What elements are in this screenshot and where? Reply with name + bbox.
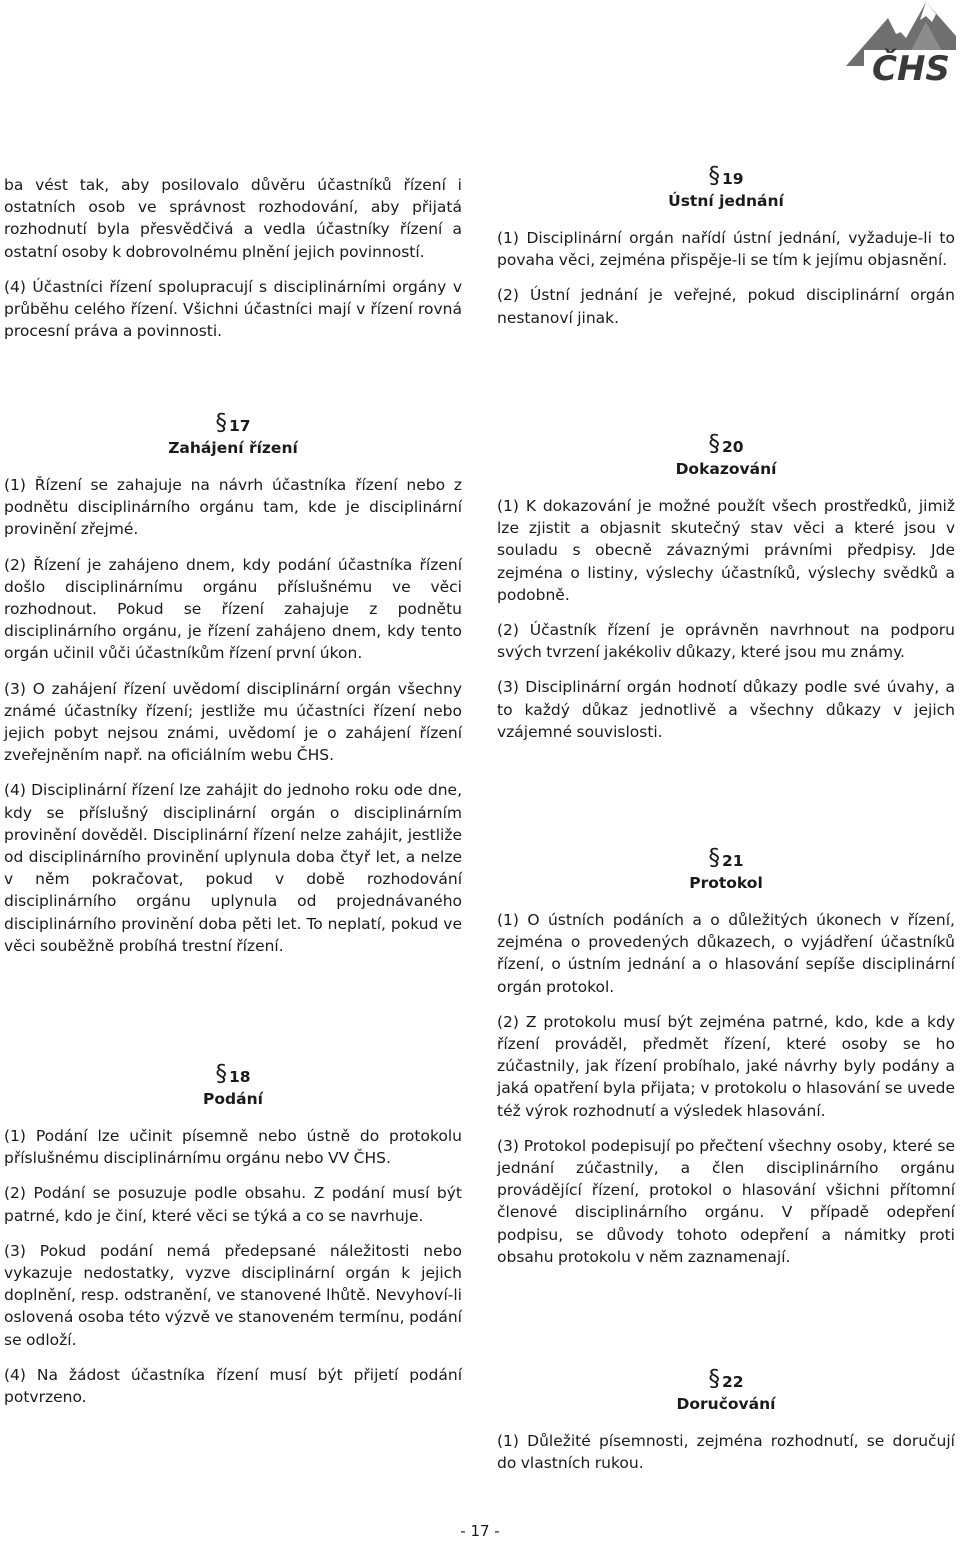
paragraph: (3) Disciplinární orgán hodnotí důkazy podle své úvahy, a to každý důkaz jednotlivě a všechny důkazy v jejich vzájemné souvislosti.: [497, 678, 955, 741]
section-19: [497, 167, 955, 329]
paragraph: (4) Disciplinární řízení lze zahájit do jednoho roku ode dne, kdy se příslušný disciplinární orgán o disciplinárním provinění dověděl. Disciplinární řízení nelze zahájit, jestliže od disciplinárního provinění uplynula doba čtyř let, a nelze v něm pokračovat, pokud v době rozhodování disciplinárního orgánu uplynula od projednávaného disciplinárního provinění doba pěti let. To neplatí, pokud ve věci souběžně probíhá trestní řízení.: [4, 781, 462, 955]
logo-text: ČHS: [872, 49, 950, 89]
paragraph: (2) Z protokolu musí být zejména patrné, kdo, kde a kdy řízení prováděl, předmět řízení, které osoby se ho zúčastnily, jak řízení probíhalo, jaké návrhy byly podány a jaká opatření byla přijata; v protokolu o hlasování se uvede též výrok rozhodnutí a výsledek hlasování.: [497, 1012, 955, 1120]
section-heading: [497, 1370, 955, 1415]
section-title: Doručování: [676, 1394, 776, 1413]
paragraph: (2) Účastník řízení je oprávněn navrhnout na podporu svých tvrzení jakékoliv důkazy, které jsou mu známy.: [497, 621, 955, 662]
paragraph: (4) Účastníci řízení spolupracují s disciplinárními orgány v průběhu celého řízení. Všichni účastníci mají v řízení rovná procesní práva a povinnosti.: [4, 277, 462, 341]
section-number: § 21: [708, 852, 743, 870]
section-title: Dokazování: [675, 459, 777, 478]
paragraph: ba vést tak, aby posilovalo důvěru účastníků řízení i ostatních osob ve správnost rozhodování, aby přijatá rozhodnutí byla přesvědčivá a vedla účastníky řízení a ostatní osoby k dobrovolnému plnění jejich povinností.: [4, 176, 462, 261]
paragraph: (3) Pokud podání nemá předepsané náležitosti nebo vykazuje nedostatky, vyzve disciplinární orgán k jejich doplnění, resp. odstranění, ve stanovené lhůtě. Nevyhoví-li oslovená osoba této výzvě ve stanoveném termínu, podání se odloží.: [4, 1241, 462, 1349]
paragraph: (2) Řízení je zahájeno dnem, kdy podání účastníka řízení došlo disciplinárnímu orgánu příslušnému ve věci rozhodnout. Pokud se řízení zahajuje z podnětu disciplinárního orgánu, je řízení zahájeno dnem, kdy tento orgán učinil vůči účastníkům řízení první úkon.: [4, 555, 462, 663]
section-18: [4, 1065, 462, 1408]
section-heading: [497, 849, 955, 894]
section-number: § 22: [708, 1373, 743, 1391]
section-17: [4, 414, 462, 957]
left-intro: [4, 174, 462, 342]
chs-logo: [846, 0, 956, 90]
paragraph: (1) Důležité písemnosti, zejména rozhodnutí, se doručují do vlastních rukou.: [497, 1432, 955, 1473]
paragraph: (1) K dokazování je možné použít všech prostředků, jimiž lze zjistit a objasnit skutečný stav věci a které jsou v souladu s obecně závaznými právními předpisy. Jde zejména o listiny, výslechy účastníků, výslechy svědků a podobně.: [497, 497, 955, 604]
section-number: § 17: [215, 417, 250, 435]
section-heading: [4, 414, 462, 459]
paragraph: (2) Ústní jednání je veřejné, pokud disciplinární orgán nestanoví jinak.: [497, 286, 955, 327]
paragraph: (2) Podání se posuzuje podle obsahu. Z podání musí být patrné, kdo je činí, které věci se týká a co se navrhuje.: [4, 1184, 462, 1225]
section-title: Protokol: [689, 873, 763, 892]
section-22: [497, 1370, 955, 1474]
section-number: § 19: [708, 170, 743, 188]
page-number: - 17 -: [460, 1522, 500, 1540]
paragraph: (1) Podání lze učinit písemně nebo ústně do protokolu příslušnému disciplinárnímu orgánu nebo VV ČHS.: [4, 1127, 462, 1168]
section-title: Ústní jednání: [668, 191, 784, 210]
section-heading: [497, 167, 955, 212]
section-number: § 20: [708, 438, 743, 456]
paragraph: (1) O ústních podáních a o důležitých úkonech v řízení, zejména o provedených důkazech, o vyjádření účastníků řízení, o ústním jednání a o hlasování sepíše disciplinární orgán protokol.: [497, 911, 955, 996]
section-number: § 18: [215, 1068, 250, 1086]
paragraph: (4) Na žádost účastníka řízení musí být přijetí podání potvrzeno.: [4, 1365, 462, 1407]
section-title: Zahájení řízení: [168, 438, 298, 457]
paragraph: (3) Protokol podepisují po přečtení všechny osoby, které se jednání zúčastnily, a člen disciplinárního orgánu provádějící řízení, protokol o hlasování všichni přítomní členové disciplinárního orgánu. V případě odepření podpisu, se důvody tohoto odepření a námitky proti obsahu protokolu v něm zaznamenají.: [497, 1136, 955, 1266]
section-heading: [497, 435, 955, 480]
section-title: Podání: [203, 1089, 263, 1108]
paragraph: (1) Řízení se zahajuje na návrh účastníka řízení nebo z podnětu disciplinárního orgánu tam, kde je disciplinární provinění zřejmé.: [4, 476, 462, 539]
paragraph: (1) Disciplinární orgán nařídí ústní jednání, vyžaduje-li to povaha věci, zejména přispěje-li se tím k jejímu objasnění.: [497, 229, 955, 270]
section-20: [497, 435, 955, 743]
paragraph: (3) O zahájení řízení uvědomí disciplinární orgán všechny známé účastníky řízení; jestliže mu účastníci řízení nebo jejich pobyt nejsou známi, uvědomí je o zahájení řízení zveřejněním např. na oficiálním webu ČHS.: [4, 679, 462, 765]
section-21: [497, 849, 955, 1268]
mountain-icon: [846, 0, 956, 90]
section-heading: [4, 1065, 462, 1110]
